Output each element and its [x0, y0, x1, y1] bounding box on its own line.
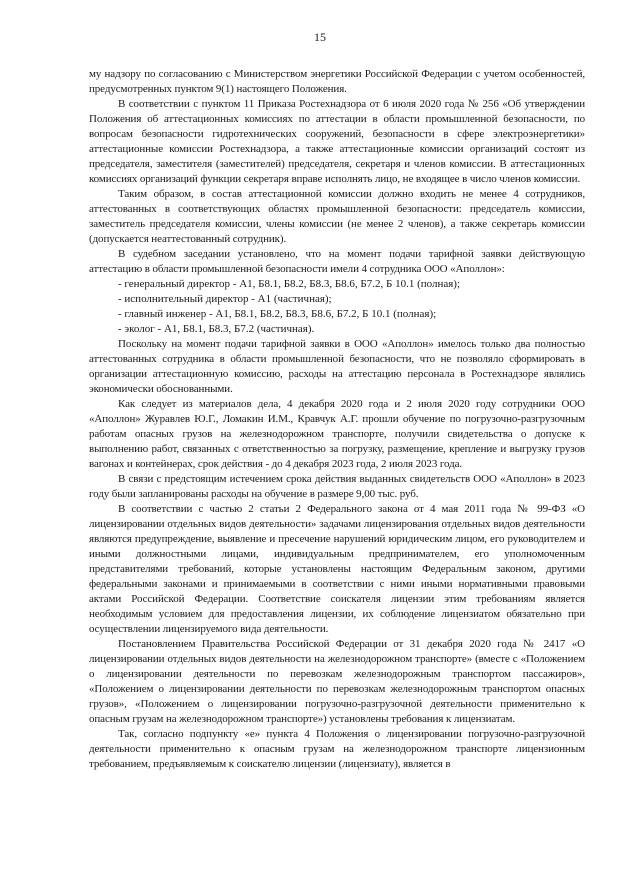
list-item: - генеральный директор - А1, Б8.1, Б8.2, Б8.3, Б8.6, Б7.2, Б 10.1 (полная);	[118, 278, 461, 290]
paragraph-court-finding: В судебном заседании установлено, что на момент подачи тарифной заявки действующую аттестацию в области промышленной безопасности имели 4 сотрудника ООО «Аполлон»:	[89, 248, 585, 275]
list-item: - эколог - А1, Б8.1, Б8.3, Б7.2 (частичная).	[118, 323, 315, 335]
paragraph-conclusion-attestation: Поскольку на момент подачи тарифной заявки в ООО «Аполлон» имелось только два полностью аттестованных сотрудника в области промышленной безопасности, что не позволяло сформировать в организации аттестационную комиссию, расходы на аттестацию персонала в Ростехнадзоре являлись экономически обоснованными.	[89, 338, 585, 395]
paragraph-licensing-law: В соответствии с частью 2 статьи 2 Федерального закона от 4 мая 2011 года № 99-ФЗ «О лицензировании отдельных видов деятельности» задачами лицензирования отдельных видов деятельности являются предупреждение, выявление и пресечение нарушений юридическим лицом, его руководителем и иными должностными лицами, индивидуальным предпринимателем, его уполномоченным представителями требований, которые установлены настоящим Федеральным законом, другими федеральными законами и принимаемыми в соответствии с ними иными нормативными правовыми актами Российской Федерации. Соответствие соискателя лицензии этим требованиям является необходимым условием для предоставления лицензии, их соблюдение лицензиатом обязательно при осуществлении лицензируемого вида деятельности.	[89, 503, 585, 635]
list-item: - главный инженер - А1, Б8.1, Б8.2, Б8.3, Б8.6, Б7.2, Б 10.1 (полная);	[118, 308, 437, 320]
page-number: 15	[314, 30, 326, 44]
paragraph-government-decree: Постановлением Правительства Российской Федерации от 31 декабря 2020 года № 2417 «О лицензировании отдельных видов деятельности на железнодорожном транспорте» (вместе с «Положением о лицензировании деятельности по перевозкам железнодорожным транспортом пассажиров», «Положением о лицензировании деятельности по перевозкам железнодорожным транспортом опасных грузов», «Положением о лицензировании погрузочно-разгрузочной деятельности применительно к опасным грузам на железнодорожном транспорте») установлены требования к лицензиатам.	[89, 638, 585, 725]
paragraph-commission-composition: Таким образом, в состав аттестационной комиссии должно входить не менее 4 сотрудников, аттестованных в соответствующих областях промышленной безопасности: председатель комиссии, заместитель председателя комиссии, члены комиссии (не менее 2 членов), а также секретарь комиссии (допускается неаттестованный сотрудник).	[89, 188, 585, 245]
paragraph-training-materials: Как следует из материалов дела, 4 декабря 2020 года и 2 июля 2020 году сотрудники ООО «Аполлон» Журавлев Ю.Г., Ломакин И.М., Кравчук А.Г. прошли обучение по погрузочно-разгрузочным работам опасных грузов на железнодорожном транспорте, получили свидетельства о допуске к выполнению работ, связанных с ответственностью за погрузку, размещение, крепление и выгрузку грузов вагонах и контейнерах, срок действия - до 4 декабря 2023 года, 2 июля 2023 года.	[89, 398, 585, 470]
paragraph-training-expenses: В связи с предстоящим истечением срока действия выданных свидетельств ООО «Аполлон» в 2023 году были запланированы расходы на обучение в размере 9,00 тыс. руб.	[89, 473, 585, 500]
paragraph-continuation: му надзору по согласованию с Министерством энергетики Российской Федерации с учетом особенностей, предусмотренных пунктом 9(1) настоящего Положения.	[89, 68, 585, 95]
staff-attestation-list	[89, 277, 585, 337]
paragraph-license-requirement: Так, согласно подпункту «е» пункта 4 Положения о лицензировании погрузочно-разгрузочной деятельности применительно к опасным грузам на железнодорожном транспорте лицензионным требованием, предъявляемым к соискателю лицензии (лицензиату), является в	[89, 728, 585, 770]
paragraph-commission-order: В соответствии с пунктом 11 Приказа Ростехнадзора от 6 июля 2020 года № 256 «Об утверждении Положения об аттестационных комиссиях по аттестации в области промышленной безопасности, по вопросам безопасности гидротехнических сооружений, безопасности в сфере электроэнергетики» аттестационные комиссии Ростехнадзора, а также аттестационные комиссии организаций состоят из председателя, заместителя (заместителей) председателя, секретаря и членов комиссии. В аттестационных комиссиях организаций функции секретаря вправе исполнять лицо, не входящее в число членов комиссии.	[89, 98, 585, 185]
list-item: - исполнительный директор - А1 (частичная);	[118, 293, 332, 305]
document-body	[89, 67, 585, 772]
